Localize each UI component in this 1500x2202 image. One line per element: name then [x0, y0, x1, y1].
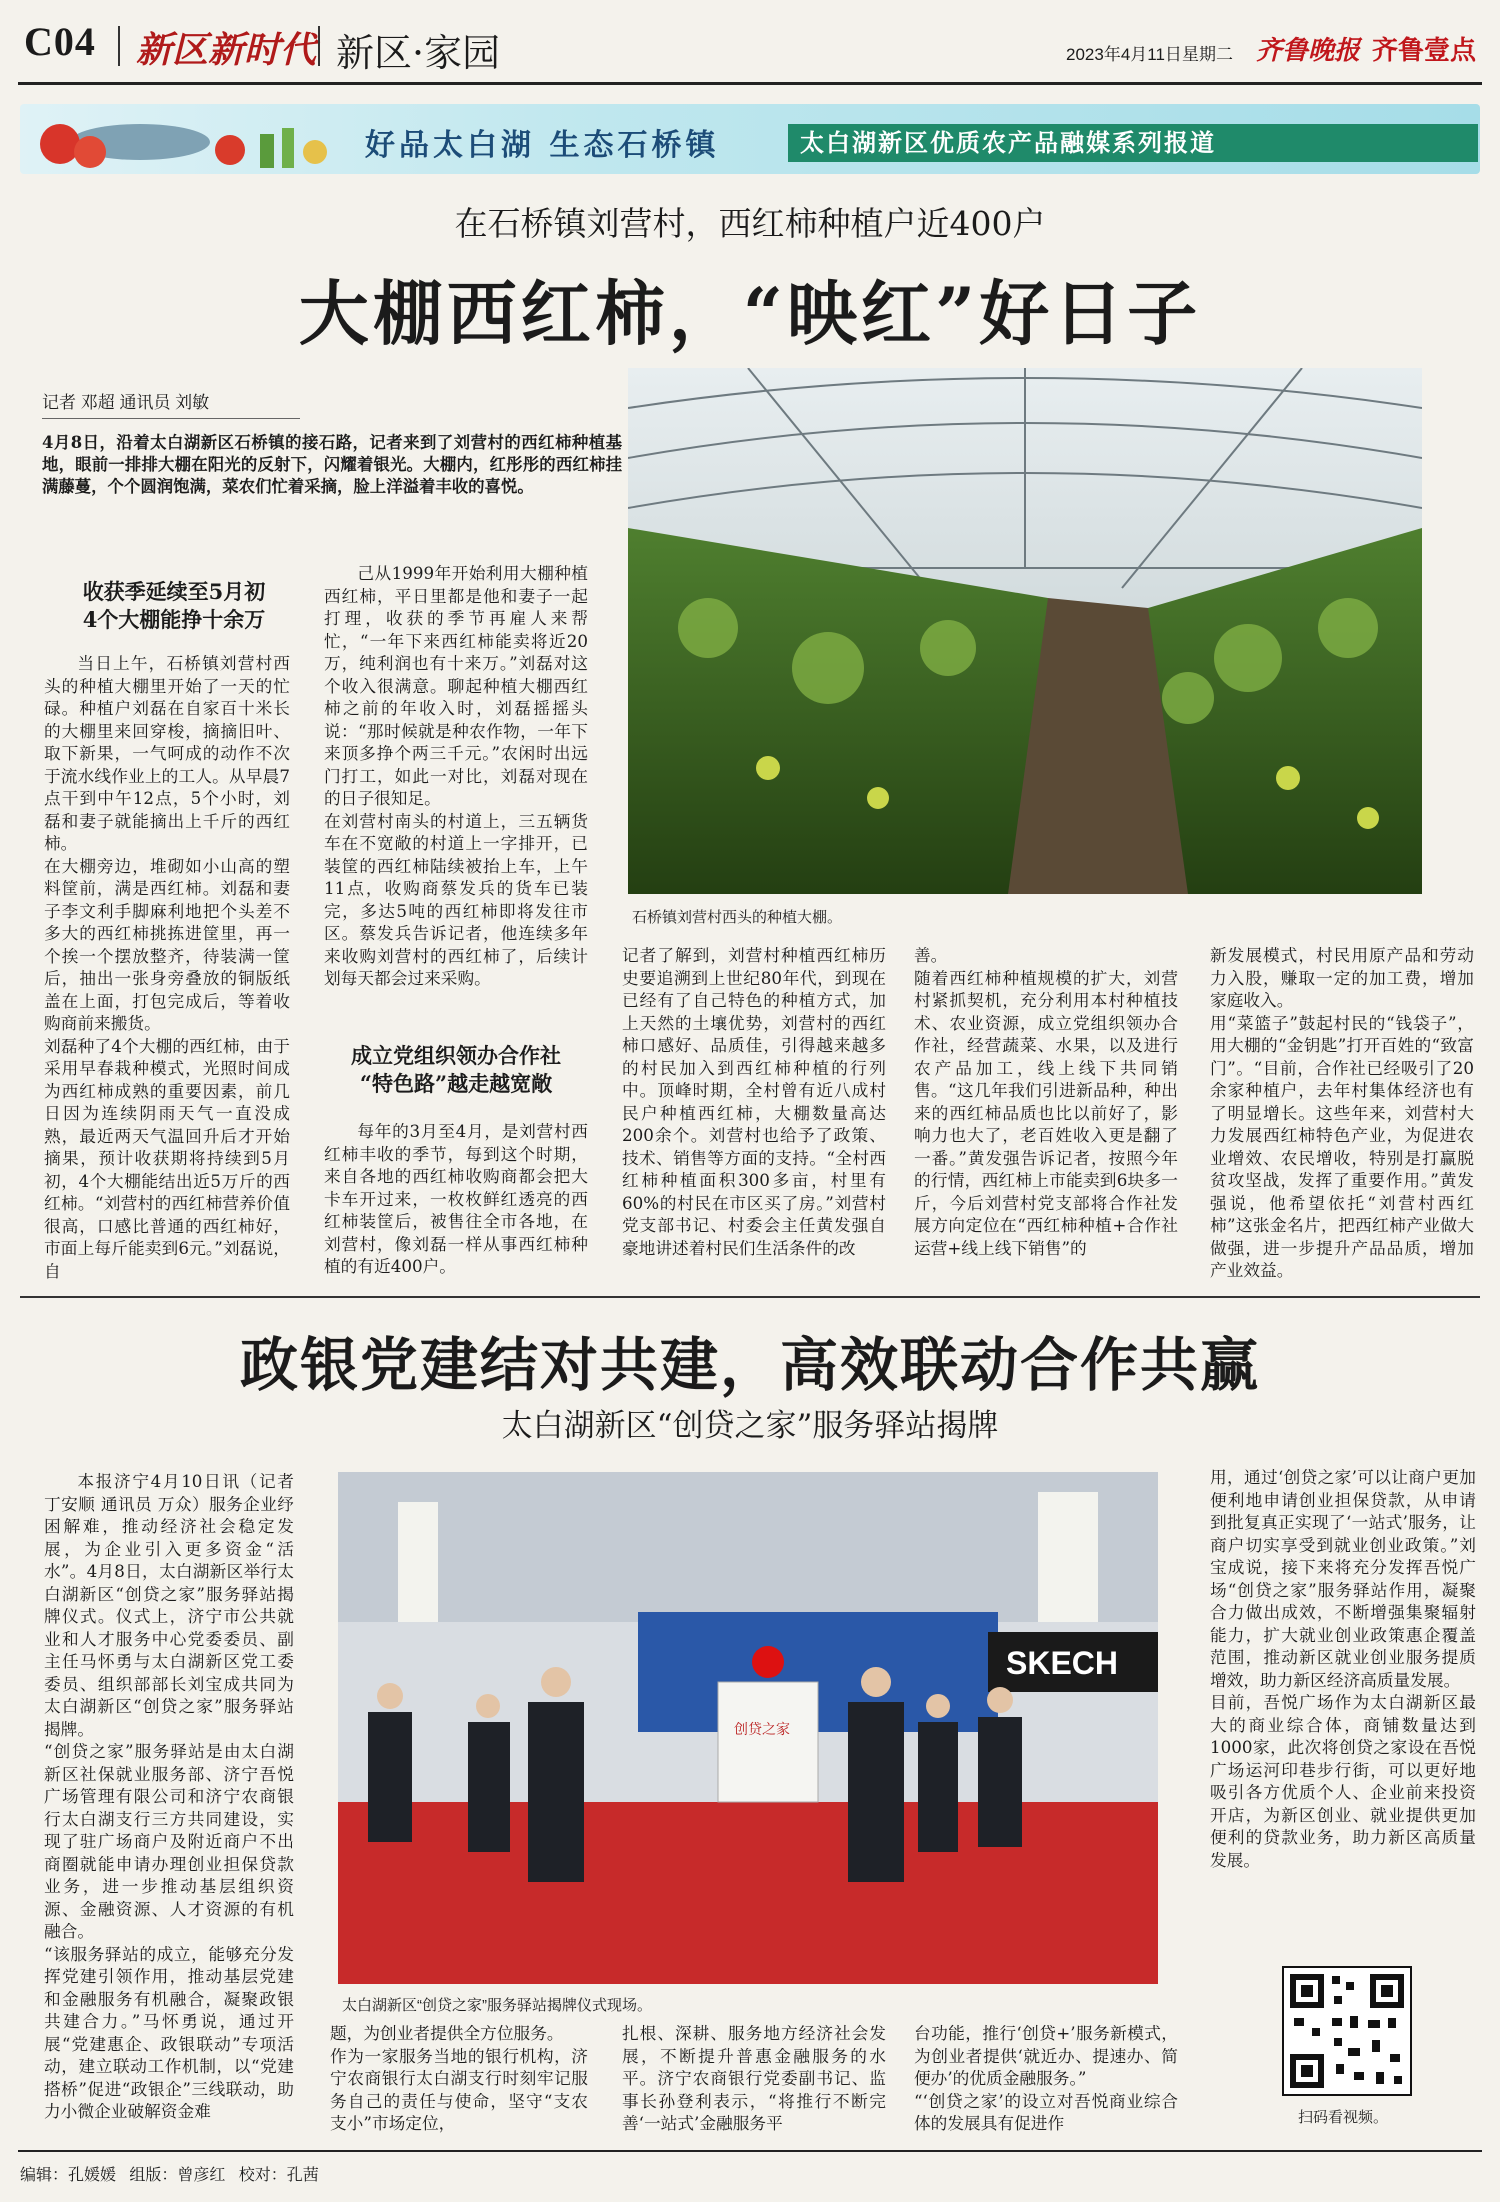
greenhouse-photo: [628, 368, 1422, 894]
article1-subtitle: 在石桥镇刘营村，西红柿种植户近400户: [454, 204, 1046, 243]
header-divider: [318, 26, 320, 66]
article2-column-3: 扎根、深耕、服务地方经济社会发展，不断提升普惠金融服务的水平。济宁农商银行党委副书记、监事长孙登利表示，“将推行不断完善‘一站式’金融服务平: [622, 2023, 886, 2133]
article2-title: 政银党建结对共建，高效联动合作共赢: [239, 1331, 1260, 1399]
article2-column-4: 台功能，推行‘创贷+’服务新模式，为创业者提供‘就近办、提速办、简便办’的优质金融服务。” “‘创贷之家’的设立对吾悦商业综合体的发展具有促进作: [914, 2023, 1178, 2133]
qr-caption: 扫码看视频。: [1298, 2109, 1389, 2126]
section-brand: 新区新时代: [136, 29, 317, 71]
article1-column-2a: 己从1999年开始利用大棚种植西红柿，平日里都是他和妻子一起打理，收获的季节再雇人来帮忙，“一年下来西红柿能卖将近20万，纯利润也有十来万。”刘磊对这个收入很满意。聊起种植大棚西红柿之前的年收入时，刘磊摇摇头说：“那时候就是种农作物，一年下来顶多挣个两三千元。”农闲时出远门打工，如此一对比，刘磊对现在的日子很知足。 在刘营村南头的村道上，三五辆货车在不宽敞的村道上一字排开，已装筐的西红柿陆续被抬上车，上午11点，收购商蔡发兵的货车已装完，多达5吨的西红柿即将发往市区。蔡发兵告诉记者，他连续多年来收购刘营村的西红柿了，后续计划每天都会过来采购。: [324, 563, 588, 988]
issue-date: 2023年4月11日: [1066, 45, 1182, 64]
footer-editor: 编辑：孔媛媛: [20, 2167, 117, 2184]
store-sign: SKECH: [1006, 1645, 1119, 1681]
footer-rule: [18, 2150, 1482, 2152]
section-name: 新区·家园: [336, 31, 501, 75]
ceremony-photo: [338, 1472, 1158, 1984]
article1-title: 大棚西红柿，“映红”好日子: [298, 272, 1202, 355]
banner-produce-illustration: [20, 104, 350, 174]
issue-weekday: 星期二: [1182, 45, 1233, 64]
byline-rule: [42, 418, 300, 419]
banner-slogan: 好品太白湖 生态石桥镇: [365, 128, 720, 163]
article-divider: [20, 1296, 1480, 1298]
app-logo: 齐鲁壹点: [1372, 36, 1477, 66]
newspaper-logo: 齐鲁晚报: [1256, 36, 1361, 66]
article2-subtitle: 太白湖新区“创贷之家”服务驿站揭牌: [501, 1408, 999, 1444]
article1-byline: 记者 邓超 通讯员 刘敏: [42, 393, 210, 412]
article1-column-4: 善。 随着西红柿种植规模的扩大，刘营村紧抓契机，充分利用本村种植技术、农业资源，成立党组织领办合作社，经营蔬菜、水果，以及进行农产品加工，线上线下共同销售。“这几年我们引进新品种，种出来的西红柿品质也比以前好了，影响力也大了，老百姓收入更是翻了一番。”黄发强告诉记者，按照今年的行情，西红柿上市能卖到6块多一斤，今后刘营村党支部将合作社发展方向定位在“西红柿种植+合作社运营+线上线下销售”的: [914, 945, 1178, 1258]
ceremony-photo-caption: 太白湖新区“创贷之家”服务驿站揭牌仪式现场。: [342, 1997, 652, 2014]
article1-subhead-1: 收获季延续至5月初 4个大棚能挣十余万: [82, 579, 266, 632]
qr-code-pattern: [1284, 1968, 1410, 2094]
article1-subhead-2: 成立党组织领办合作社 “特色路”越走越宽敞: [351, 1043, 561, 1096]
footer-proof: 校对：孔茜: [238, 2167, 319, 2184]
article1-column-2b: 每年的3月至4月，是刘营村西红柿丰收的季节，每到这个时期，来自各地的西红柿收购商都会把大卡车开过来，一枚枚鲜红透亮的西红柿装筐后，被售往全市各地，在刘营村，像刘磊一样从事西红柿种植的有近400户。: [324, 1121, 588, 1276]
article2-column-5: 用，通过‘创贷之家’可以让商户更加便利地申请创业担保贷款，从申请到批复真正实现了‘一站式’服务，让商户切实享受到就业创业政策。”刘宝成说，接下来将充分发挥吾悦广场“创贷之家”服务驿站作用，凝聚合力做出成效，不断增强集聚辐射能力，扩大就业创业政策惠企覆盖范围，推动新区就业创业服务提质增效，助力新区经济高质量发展。 目前，吾悦广场作为太白湖新区最大的商业综合体，商铺数量达到1000家，此次将创贷之家设在吾悦广场运河印巷步行街，可以更好地吸引各方优质个人、企业前来投资开店，为新区创业、就业提供更加便利的贷款业务，助力新区高质量发展。: [1210, 1467, 1476, 1870]
article1-lead: 4月8日，沿着太白湖新区石桥镇的接石路，记者来到了刘营村的西红柿种植基地，眼前一排排大棚在阳光的反射下，闪耀着银光。大棚内，红彤彤的西红柿挂满藤蔓，个个圆润饱满，菜农们忙着采摘，脸上洋溢着丰收的喜悦。: [42, 433, 622, 496]
article1-column-1: 当日上午，石桥镇刘营村西头的种植大棚里开始了一天的忙碌。种植户刘磊在自家百十米长的大棚里来回穿梭，摘摘旧叶、取下新果，一气呵成的动作不次于流水线作业上的工人。从早晨7点干到中午12点，5个小时，刘磊和妻子就能摘出上千斤的西红柿。 在大棚旁边，堆砌如小山高的塑料筐前，满是西红柿。刘磊和妻子李文利手脚麻利地把个头差不多大的西红柿挑拣进筐里，再一个挨一个摆放整齐，待装满一筐后，抽出一张身旁叠放的铜版纸盖在上面，打包完成后，等着收购商前来搬货。 刘磊种了4个大棚的西红柿，由于采用早春栽种模式，光照时间成为西红柿成熟的重要因素，前几日因为连续阴雨天气一直没成熟，最近两天气温回升后才开始摘果，预计收获期将持续到5月初，4个大棚能结出近5万斤的西红柿。“刘营村的西红柿营养价值很高，口感比普通的西红柿好，市面上每斤能卖到6元。”刘磊说，自: [44, 653, 290, 1281]
stage-sign: 创贷之家: [734, 1722, 790, 1738]
greenhouse-photo-caption: 石桥镇刘营村西头的种植大棚。: [632, 909, 843, 926]
footer-layout: 组版：曾彦红: [129, 2167, 226, 2184]
article2-column-1: 本报济宁4月10日讯（记者 丁安顺 通讯员 万众）服务企业纾困解难，推动经济社会稳定发展，为企业引入更多资金“活水”。4月8日，太白湖新区举行太白湖新区“创贷之家”服务驿站揭牌仪式。仪式上，济宁市公共就业和人才服务中心党委委员、副主任马怀勇与太白湖新区党工委委员、组织部部长刘宝成共同为太白湖新区“创贷之家”服务驿站揭牌。 “创贷之家”服务驿站是由太白湖新区社保就业服务部、济宁吾悦广场管理有限公司和济宁农商银行太白湖支行三方共同建设，实现了驻广场商户及附近商户不出商圈就能申请办理创业担保贷款业务，进一步推动基层组织资源、金融资源、人才资源的有机融合。 “该服务驿站的成立，能够充分发挥党建引领作用，推动基层党建和金融服务有机融合，凝聚政银共建合力。”马怀勇说，通过开展“党建惠企、政银联动”专项活动，建立联动工作机制，以“党建搭桥”促进“政银企”三线联动，助力小微企业破解资金难: [44, 1471, 294, 2121]
article1-column-3: 记者了解到，刘营村种植西红柿历史要追溯到上世纪80年代，到现在已经有了自己特色的种植方式，加上天然的土壤优势，刘营村的西红柿口感好、品质佳，引得越来越多的村民加入到西红柿种植的行列中。顶峰时期，全村曾有近八成村民户种植西红柿，大棚数量高达200余个。刘营村也给予了政策、技术、销售等方面的支持。“全村西红柿种植面积300多亩，村里有60%的村民在市区买了房。”刘营村党支部书记、村委会主任黄发强自豪地讲述着村民们生活条件的改: [622, 945, 886, 1258]
page-code: C04: [24, 19, 96, 64]
ceremony-photo-image: [338, 1472, 1158, 1984]
greenhouse-photo-image: [628, 368, 1422, 894]
header-rule: [18, 82, 1482, 85]
qr-code[interactable]: [1282, 1966, 1412, 2096]
header-divider: [118, 26, 120, 66]
footer-credits: [20, 2162, 319, 2185]
banner-series-tag: 太白湖新区优质农产品融媒系列报道: [788, 124, 1478, 162]
article1-column-5: 新发展模式，村民用原产品和劳动力入股，赚取一定的加工费，增加家庭收入。 用“菜篮子”鼓起村民的“钱袋子”，用大棚的“金钥匙”打开百姓的“致富门”。“目前，合作社已经吸引了20余家种植户，去年村集体经济也有了明显增长。这些年来，刘营村大力发展西红柿特色产业，为促进农业增效、农民增收，特别是打赢脱贫攻坚战，发挥了重要作用。”黄发强说，他希望依托“刘营村西红柿”这张金名片，把西红柿产业做大做强，进一步提升产品品质，增加产业效益。: [1210, 945, 1474, 1280]
article2-column-2: 题，为创业者提供全方位服务。 作为一家服务当地的银行机构，济宁农商银行太白湖支行时刻牢记服务自己的责任与使命，坚守“支农支小”市场定位，: [330, 2023, 588, 2133]
